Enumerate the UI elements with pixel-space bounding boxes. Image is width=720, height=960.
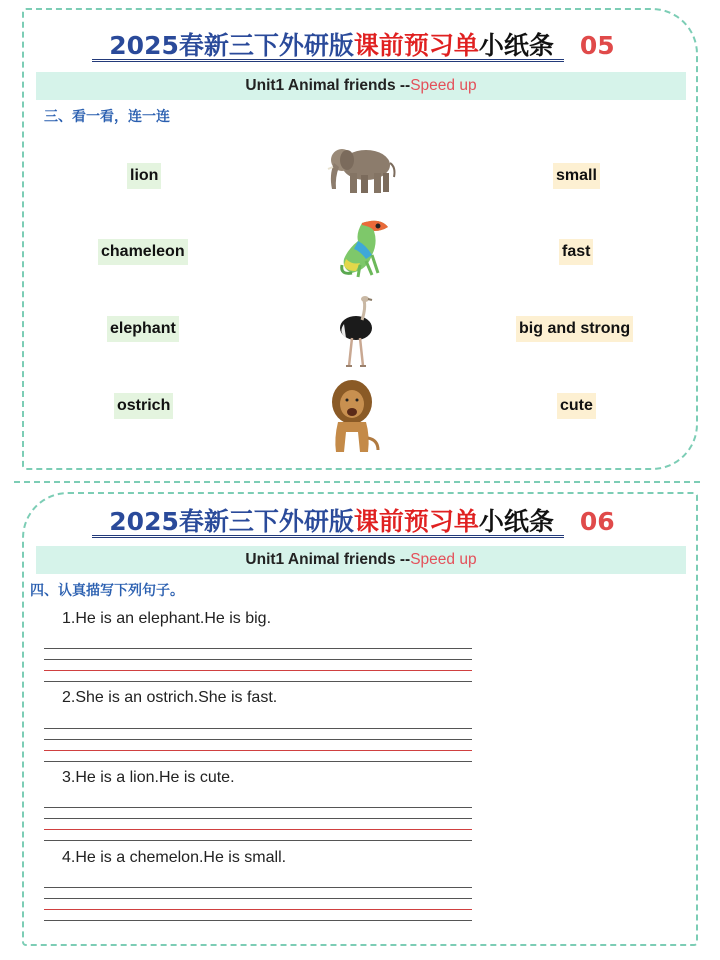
right-word-fast[interactable]: fast [559,239,593,265]
sentence-1: 1.He is an elephant.He is big. [62,610,272,627]
title-part-1: 2025春新三下外研版 [109,31,354,60]
unit-banner [36,546,686,574]
title-part-3: 小纸条 [478,507,554,536]
card-title [24,24,700,68]
preview-card-05 [22,8,698,470]
card-number: 05 [579,31,615,60]
left-word-ostrich[interactable]: ostrich [114,393,173,419]
title-part-3: 小纸条 [478,31,554,60]
sentence-2: 2.She is an ostrich.She is fast. [62,689,278,706]
left-word-elephant[interactable]: elephant [107,316,179,342]
right-word-big-and-strong[interactable]: big and strong [516,316,633,342]
ostrich-icon [332,294,382,370]
unit-label: Unit1 Animal friends -- [245,77,411,94]
elephant-icon [326,143,400,197]
title-underline [92,535,564,538]
right-word-small[interactable]: small [553,163,600,189]
left-word-lion[interactable]: lion [127,163,161,189]
speed-up-label: Speed up [410,551,477,568]
chameleon-icon [332,215,392,279]
sentence-3: 3.He is a lion.He is cute. [62,769,235,786]
speed-up-label: Speed up [410,77,477,94]
left-word-chameleon[interactable]: chameleon [98,239,188,265]
card-number: 06 [579,507,615,536]
title-part-2: 课前预习单 [353,31,479,60]
section-title: 四、认真描写下列句子。 [30,583,184,599]
preview-card-06 [22,492,698,946]
title-part-1: 2025春新三下外研版 [109,507,354,536]
sentence-4: 4.He is a chemelon.He is small. [62,849,287,866]
right-word-cute[interactable]: cute [557,393,596,419]
title-underline [92,59,564,62]
section-title: 三、看一看，连一连 [44,109,170,125]
unit-banner [36,72,686,100]
title-part-2: 课前预习单 [353,507,479,536]
card-title [24,500,700,544]
unit-label: Unit1 Animal friends -- [245,551,411,568]
lion-icon [324,378,382,456]
cut-line [14,481,700,483]
